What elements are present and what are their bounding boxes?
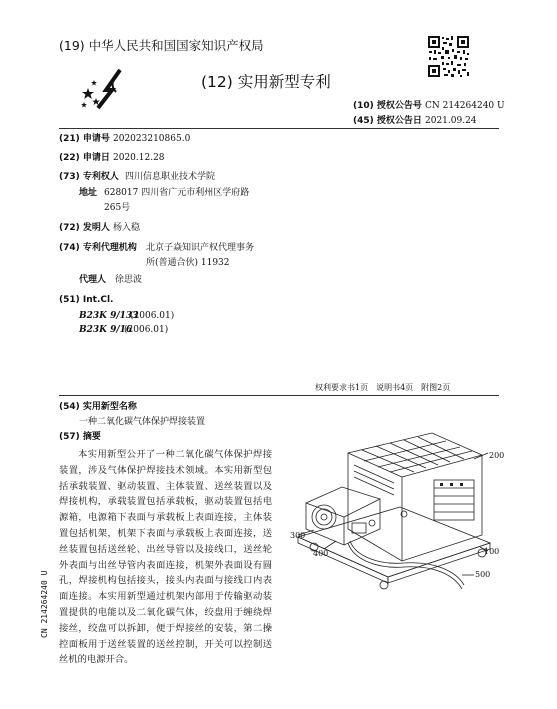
header-divider (59, 128, 499, 129)
pub-date-value: 2021.09.24 (425, 116, 477, 126)
pub-date-label: (45) 授权公告日 (353, 116, 422, 126)
patentee-value: 四川信息职业技术学院 (125, 172, 216, 182)
filing-date-label: (22) 申请日 (59, 153, 110, 163)
agency-line-1: 北京子焱知识产权代理事务 (146, 243, 255, 253)
agent-label: 代理人 (79, 275, 107, 285)
pages-info: 权利要求书1页 说明书4页 附图2页 (315, 383, 451, 392)
patentee-label: (73) 专利权人 (59, 172, 119, 182)
figure-label-400: 400 (313, 549, 329, 558)
inventor-label: (72) 发明人 (59, 223, 110, 233)
figure-label-200: 200 (489, 451, 505, 460)
title-label: (54) 实用新型名称 (59, 402, 137, 412)
ipc-version-1: (2006.01) (130, 311, 175, 321)
qr-code-icon (427, 35, 470, 78)
figure-label-100: 100 (484, 547, 500, 556)
side-publication-code: CN 214264240 U (40, 570, 49, 638)
app-no-value: 202023210865.0 (113, 134, 191, 144)
section-divider (59, 395, 499, 396)
address-line-2: 265号 (104, 203, 131, 213)
pub-no-value: CN 214264240 U (425, 101, 505, 111)
ipc-code-2: B23K 9/16 (79, 325, 133, 335)
inventor-value: 杨入稳 (113, 223, 141, 233)
address-line-1: 628017 四川省广元市利州区学府路 (104, 188, 250, 198)
agent-value: 徐思波 (115, 275, 143, 285)
title-value: 一种二氧化碳气体保护焊接装置 (79, 417, 206, 427)
abstract-text: 本实用新型公开了一种二氧化碳气体保护焊接装置，涉及气体保护焊接技术领域。本实用新型包括承载装置、驱动装置、主体装置、送丝装置以及焊接机构，承载装置包括承载板，驱动装置包括电源箱，电源箱下表面与承载板上表面连接，主体装置包括机架，机架下表面与承载板上表面连接，送丝装置包括送丝轮、出丝导管以及接线口，送丝轮外表面与出丝导管内表面连接，机架外表面设有圆孔，焊接机构包括接头，接头内表面与接线口内表面连接。本实用新型通过机架内部用于传输驱动装置提供的电能以及二氧化碳气体，绞盘用于缠绕焊接丝，绞盘可以拆卸，便于焊接丝的安装，第二操控面板用于送丝装置的送丝控制，开关可以控制送丝机的电源开合。 (59, 449, 272, 666)
ipc-code-1: B23K 9/133 (79, 311, 139, 321)
figure-label-500: 500 (475, 570, 491, 579)
agency-line-2: 所(普通合伙) 11932 (146, 258, 230, 268)
office-name: (19) 中华人民共和国国家知识产权局 (59, 38, 264, 53)
abstract-label: (57) 摘要 (59, 432, 101, 442)
cnipa-logo-icon (76, 68, 128, 112)
agency-label: (74) 专利代理机构 (59, 243, 137, 253)
address-label: 地址 (79, 188, 98, 198)
ipc-version-2: (2006.01) (124, 325, 169, 335)
intcl-label: (51) Int.Cl. (59, 295, 114, 305)
document-type: (12) 实用新型专利 (201, 73, 331, 91)
app-no-label: (21) 申请号 (59, 134, 110, 144)
figure-label-300: 300 (290, 531, 306, 540)
pub-no-label: (10) 授权公告号 (353, 101, 422, 111)
filing-date-value: 2020.12.28 (113, 153, 165, 163)
welding-device-figure (284, 425, 504, 595)
